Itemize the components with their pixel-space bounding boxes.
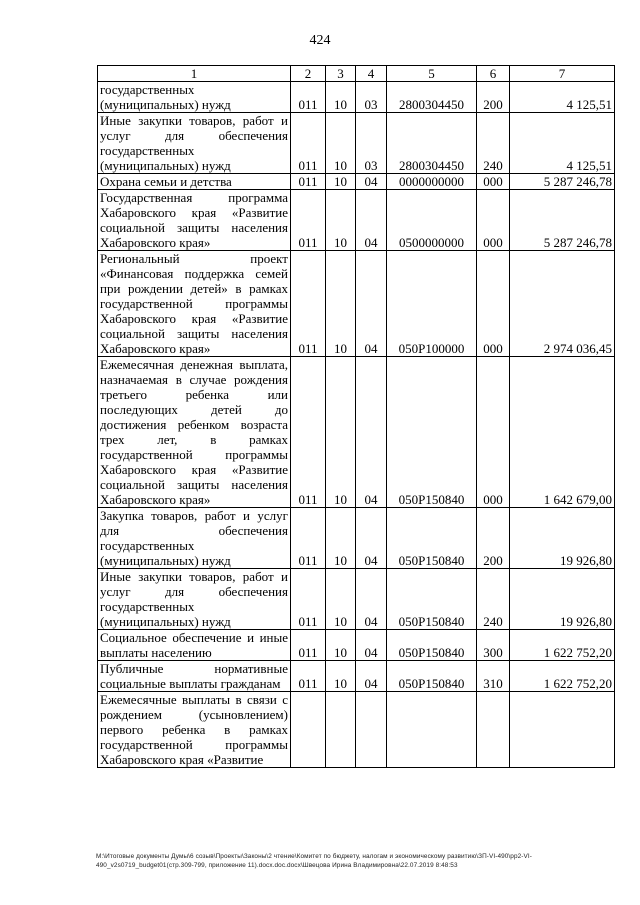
subsection-cell: 04 (356, 569, 387, 630)
amount-cell: 4 125,51 (510, 113, 615, 174)
row-name-cell: Ежемесячная денежная выплата, назначаемая в случае рождения третьего ребенка или последующих детей до достижения ребенком возраста трех лет, в рамках государственной программы Хабаровского края «Развитие социальной защиты населения Хабаровского края» (98, 357, 291, 508)
table-header-row (98, 66, 615, 82)
table-row (98, 190, 615, 251)
admin-code-cell: 011 (291, 82, 326, 113)
amount-cell: 19 926,80 (510, 508, 615, 569)
row-name-cell: Закупка товаров, работ и услуг для обеспечения государственных (муниципальных) нужд (98, 508, 291, 569)
admin-code-cell: 011 (291, 251, 326, 357)
target-article-cell: 050P100000 (387, 251, 477, 357)
header-cell: 4 (356, 66, 387, 82)
target-article-cell: 050P150840 (387, 508, 477, 569)
file-path-footer: M:\Итоговые документы Думы\6 созыв\Проекты\Законы\2 чтение\Комитет по бюджету, налогам и экономическому развитию\ЗП-VI-490\рр2-VI-490_v2s0719_budget01(стр.309-799, приложение 11).docx.doc.docx\Швецова Ирина Владимировна\22.07.2019 8:48:53 (96, 853, 532, 869)
header-cell: 2 (291, 66, 326, 82)
target-article-cell: 050P150840 (387, 630, 477, 661)
subsection-cell (356, 692, 387, 768)
section-cell: 10 (326, 113, 356, 174)
table-row (98, 251, 615, 357)
target-article-cell: 0000000000 (387, 174, 477, 190)
header-cell: 5 (387, 66, 477, 82)
section-cell: 10 (326, 174, 356, 190)
expense-type-cell: 310 (477, 661, 510, 692)
admin-code-cell: 011 (291, 357, 326, 508)
row-name-cell: Региональный проект «Финансовая поддержка семей при рождении детей» в рамках государственной программы Хабаровского края «Развитие социальной защиты населения Хабаровского края» (98, 251, 291, 357)
subsection-cell: 04 (356, 357, 387, 508)
expense-type-cell: 240 (477, 569, 510, 630)
admin-code-cell: 011 (291, 661, 326, 692)
admin-code-cell: 011 (291, 113, 326, 174)
admin-code-cell: 011 (291, 190, 326, 251)
row-name-cell: Государственная программа Хабаровского края «Развитие социальной защиты населения Хабаровского края» (98, 190, 291, 251)
target-article-cell: 050P150840 (387, 661, 477, 692)
table-row (98, 82, 615, 113)
table-row (98, 630, 615, 661)
page-number: 424 (309, 33, 331, 48)
section-cell: 10 (326, 82, 356, 113)
amount-cell: 4 125,51 (510, 82, 615, 113)
subsection-cell: 04 (356, 508, 387, 569)
amount-cell: 19 926,80 (510, 569, 615, 630)
expense-type-cell (477, 692, 510, 768)
row-name-cell: государственных (муниципальных) нужд (98, 82, 291, 113)
expense-type-cell: 000 (477, 251, 510, 357)
expense-type-cell: 240 (477, 113, 510, 174)
section-cell: 10 (326, 251, 356, 357)
admin-code-cell: 011 (291, 508, 326, 569)
table-row (98, 113, 615, 174)
target-article-cell (387, 692, 477, 768)
section-cell: 10 (326, 630, 356, 661)
subsection-cell: 04 (356, 174, 387, 190)
subsection-cell: 04 (356, 190, 387, 251)
subsection-cell: 04 (356, 661, 387, 692)
expense-type-cell: 000 (477, 190, 510, 251)
table-row (98, 661, 615, 692)
admin-code-cell: 011 (291, 569, 326, 630)
subsection-cell: 04 (356, 251, 387, 357)
expense-type-cell: 300 (477, 630, 510, 661)
amount-cell: 5 287 246,78 (510, 190, 615, 251)
row-name-cell: Иные закупки товаров, работ и услуг для обеспечения государственных (муниципальных) нужд (98, 569, 291, 630)
amount-cell: 1 622 752,20 (510, 630, 615, 661)
section-cell: 10 (326, 569, 356, 630)
admin-code-cell: 011 (291, 630, 326, 661)
header-cell: 7 (510, 66, 615, 82)
amount-cell: 1 642 679,00 (510, 357, 615, 508)
expense-type-cell: 000 (477, 357, 510, 508)
header-cell: 3 (326, 66, 356, 82)
budget-table (97, 65, 615, 768)
table-row (98, 174, 615, 190)
amount-cell (510, 692, 615, 768)
admin-code-cell: 011 (291, 174, 326, 190)
target-article-cell: 050P150840 (387, 569, 477, 630)
amount-cell: 2 974 036,45 (510, 251, 615, 357)
table-row (98, 692, 615, 768)
table-row (98, 508, 615, 569)
admin-code-cell (291, 692, 326, 768)
expense-type-cell: 000 (477, 174, 510, 190)
header-cell: 6 (477, 66, 510, 82)
section-cell: 10 (326, 508, 356, 569)
amount-cell: 1 622 752,20 (510, 661, 615, 692)
section-cell (326, 692, 356, 768)
row-name-cell: Публичные нормативные социальные выплаты гражданам (98, 661, 291, 692)
expense-type-cell: 200 (477, 82, 510, 113)
section-cell: 10 (326, 357, 356, 508)
target-article-cell: 0500000000 (387, 190, 477, 251)
subsection-cell: 04 (356, 630, 387, 661)
target-article-cell: 2800304450 (387, 113, 477, 174)
table-row (98, 357, 615, 508)
section-cell: 10 (326, 190, 356, 251)
expense-type-cell: 200 (477, 508, 510, 569)
subsection-cell: 03 (356, 82, 387, 113)
amount-cell: 5 287 246,78 (510, 174, 615, 190)
header-cell: 1 (98, 66, 291, 82)
target-article-cell: 2800304450 (387, 82, 477, 113)
target-article-cell: 050P150840 (387, 357, 477, 508)
subsection-cell: 03 (356, 113, 387, 174)
row-name-cell: Социальное обеспечение и иные выплаты населению (98, 630, 291, 661)
row-name-cell: Ежемесячные выплаты в связи с рождением (усыновлением) первого ребенка в рамках государственной программы Хабаровского края «Развитие (98, 692, 291, 768)
section-cell: 10 (326, 661, 356, 692)
row-name-cell: Иные закупки товаров, работ и услуг для обеспечения государственных (муниципальных) нужд (98, 113, 291, 174)
table-row (98, 569, 615, 630)
row-name-cell: Охрана семьи и детства (98, 174, 291, 190)
